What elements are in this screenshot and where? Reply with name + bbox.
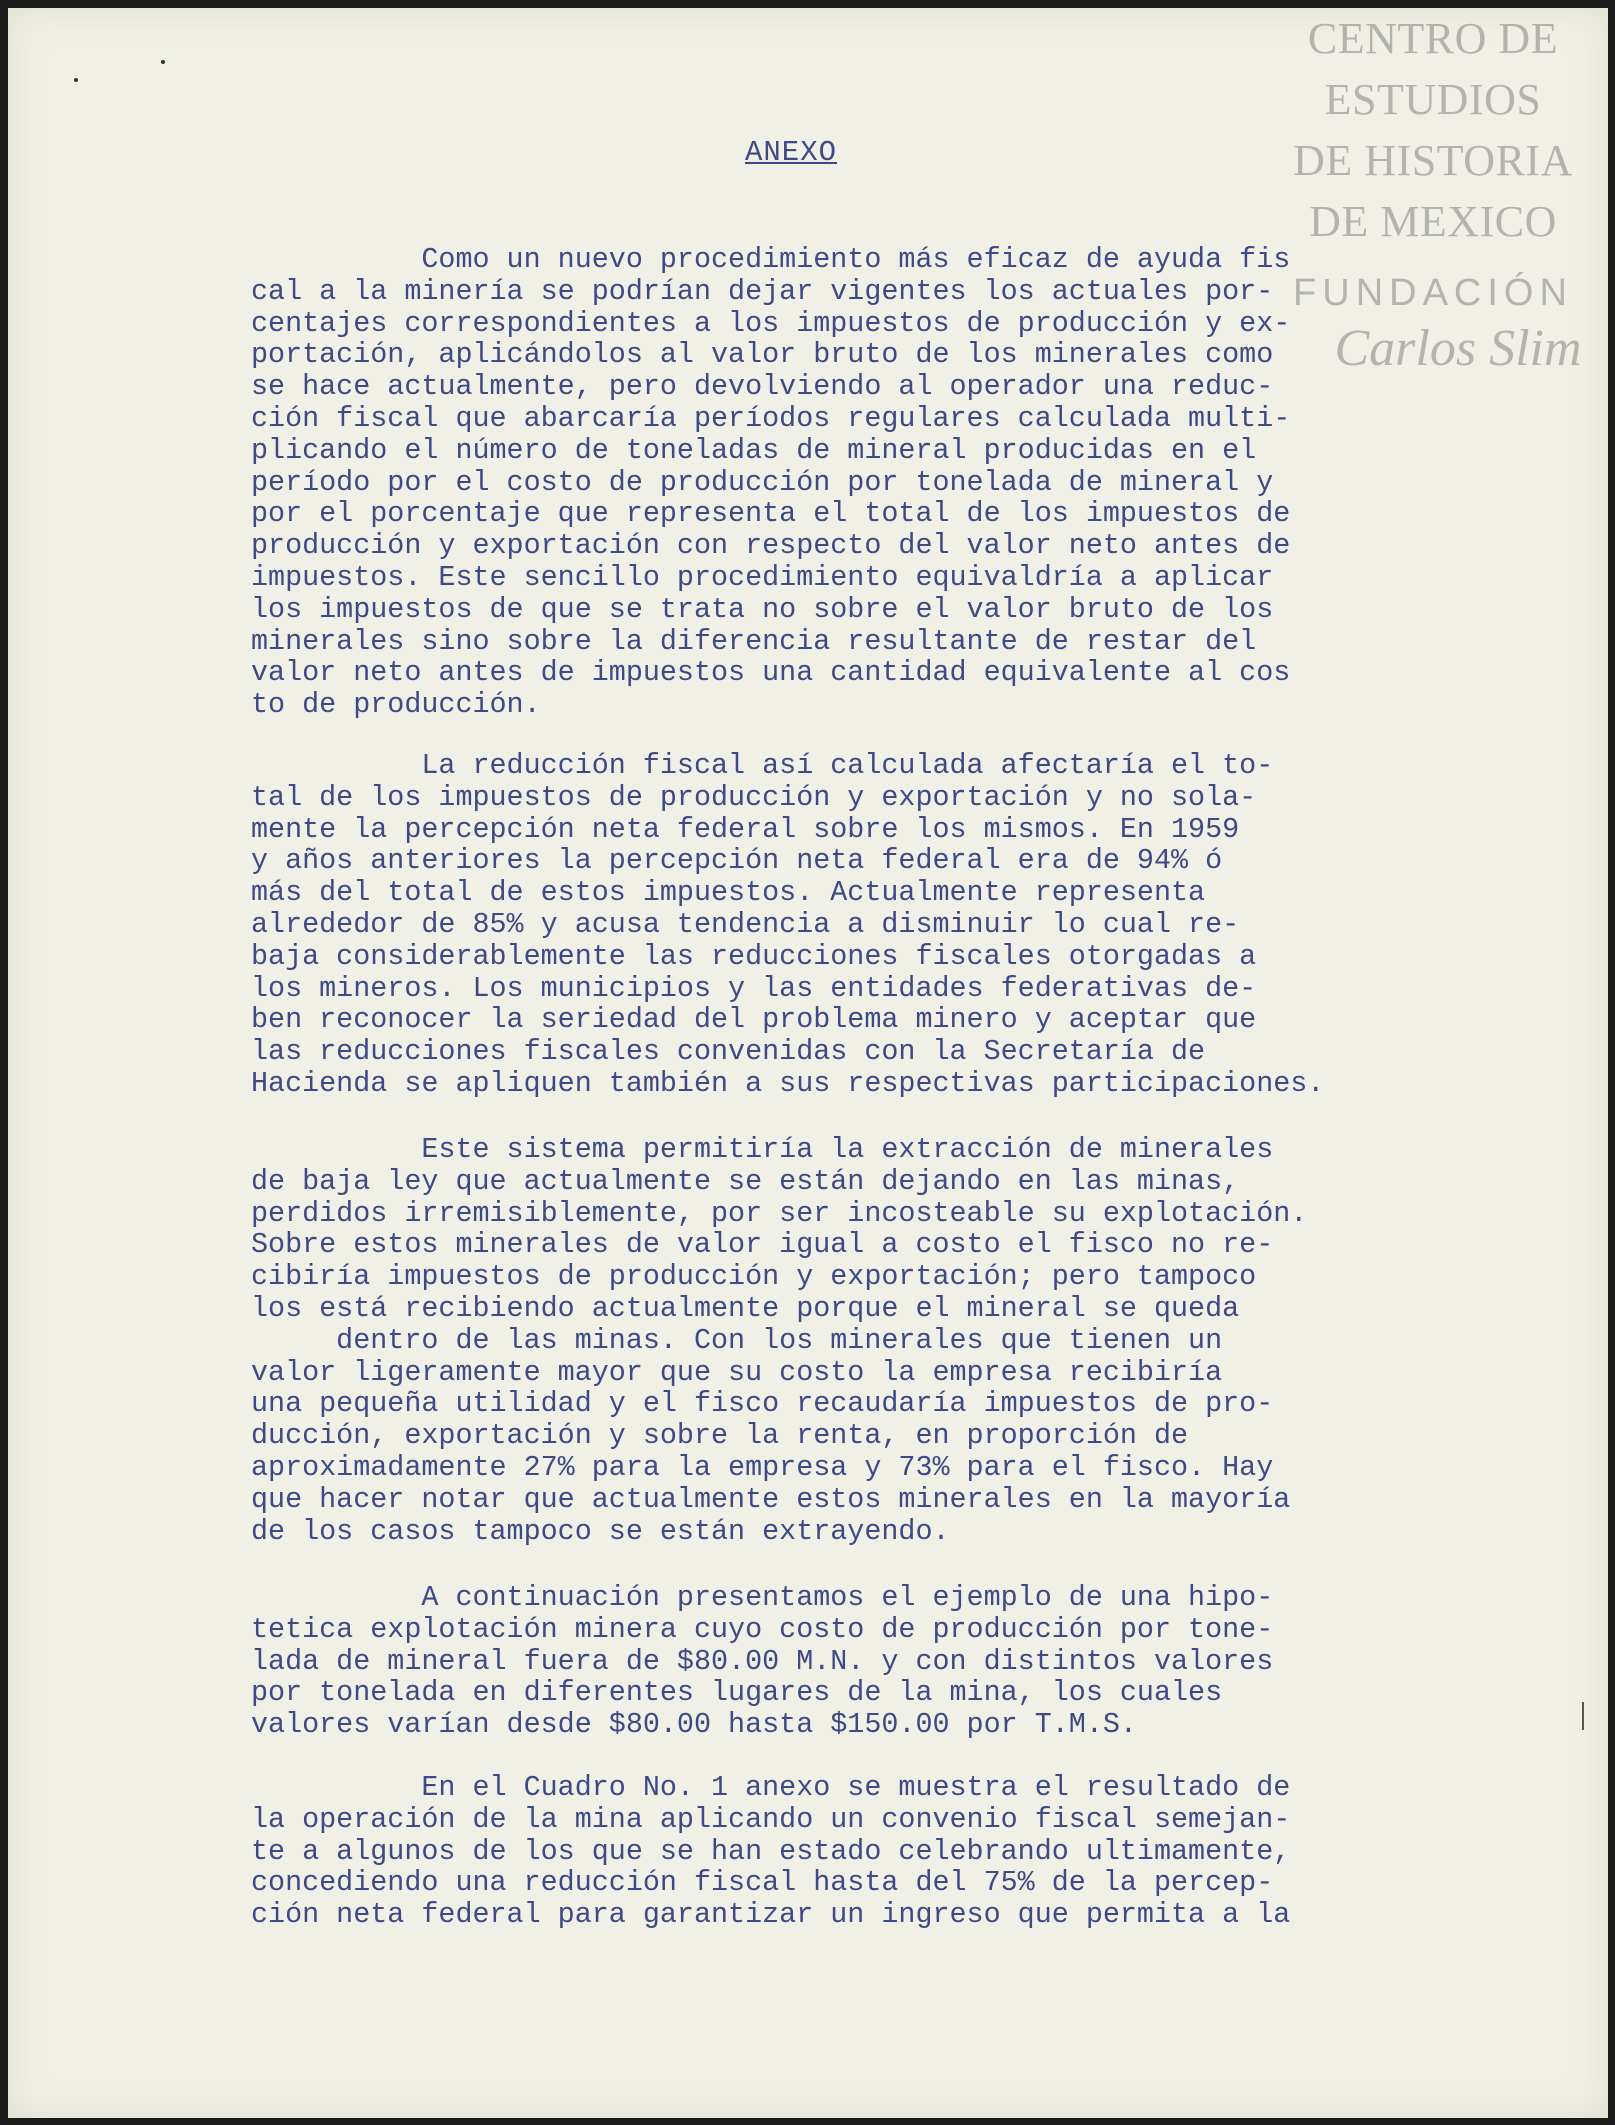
text-line: minerales sino sobre la diferencia resultante de restar del	[251, 624, 1257, 658]
text-line: impuestos. Este sencillo procedimiento equivaldría a aplicar	[251, 560, 1274, 594]
text-line: dentro de las minas. Con los minerales que tienen un	[251, 1323, 1223, 1357]
text-line: perdidos irremisiblemente, por ser incosteable su explotación.	[251, 1196, 1308, 1230]
text-line: te a algunos de los que se han estado celebrando ultimamente,	[251, 1834, 1291, 1868]
watermark-line: DE HISTORIA	[1293, 136, 1573, 185]
text-line: plicando el número de toneladas de mineral producidas en el	[251, 433, 1257, 467]
text-line: portación, aplicándolos al valor bruto de los minerales como	[251, 338, 1274, 372]
text-line: los impuestos de que se trata no sobre el valor bruto de los	[251, 592, 1274, 626]
text-line: Como un nuevo procedimiento más eficaz de ayuda fis	[251, 243, 1291, 276]
text-line: cal a la minería se podrían dejar vigentes los actuales por-	[251, 274, 1274, 308]
text-line: tal de los impuestos de producción y exportación y no sola-	[251, 780, 1257, 814]
speck	[161, 60, 165, 64]
text-line: tetica explotación minera cuyo costo de producción por tone-	[251, 1612, 1274, 1646]
watermark-line: DE MEXICO	[1309, 197, 1557, 246]
text-line: producción y exportación con respecto del valor neto antes de	[251, 529, 1291, 563]
text-line: alrededor de 85% y acusa tendencia a disminuir lo cual re-	[251, 907, 1240, 941]
paragraph	[251, 1582, 1411, 1741]
text-line: de los casos tampoco se están extrayendo.	[251, 1514, 950, 1548]
text-line: ción neta federal para garantizar un ingreso que permita a la	[251, 1898, 1291, 1932]
text-line: Hacienda se apliquen también a sus respectivas participaciones.	[251, 1066, 1325, 1100]
text-line: A continuación presentamos el ejemplo de una hipo-	[251, 1581, 1274, 1614]
text-line: período por el costo de producción por tonelada de mineral y	[251, 465, 1274, 499]
text-line: por tonelada en diferentes lugares de la mina, los cuales	[251, 1676, 1223, 1710]
paragraph	[251, 1134, 1411, 1547]
speck	[74, 78, 78, 82]
text-line: aproximadamente 27% para la empresa y 73% para el fisco. Hay	[251, 1450, 1274, 1484]
text-line: más del total de estos impuestos. Actualmente representa	[251, 876, 1206, 910]
text-line: valores varían desde $80.00 hasta $150.00 por T.M.S.	[251, 1708, 1137, 1742]
watermark-line: CENTRO DE	[1307, 14, 1559, 63]
text-line: valor neto antes de impuestos una cantidad equivalente al cos	[251, 656, 1291, 690]
text-line: ducción, exportación y sobre la renta, en proporción de	[251, 1419, 1189, 1453]
text-line: por el porcentaje que representa el total de los impuestos de	[251, 497, 1291, 531]
paragraph	[251, 750, 1411, 1100]
watermark-fundacion: FUNDACIÓN	[1293, 272, 1573, 314]
text-line: La reducción fiscal así calculada afectaría el to-	[251, 749, 1274, 782]
text-line: una pequeña utilidad y el fisco recaudaría impuestos de pro-	[251, 1387, 1274, 1421]
text-line: ben reconocer la seriedad del problema minero y aceptar que	[251, 1003, 1257, 1037]
text-line: se hace actualmente, pero devolviendo al operador una reduc-	[251, 370, 1274, 404]
text-line: lada de mineral fuera de $80.00 M.N. y con distintos valores	[251, 1644, 1274, 1678]
text-line: valor ligeramente mayor que su costo la empresa recibiría	[251, 1355, 1223, 1389]
watermark-signature: Carlos Slim	[1334, 320, 1582, 377]
text-line: mente la percepción neta federal sobre los mismos. En 1959	[251, 812, 1240, 846]
page-title: ANEXO	[745, 136, 838, 169]
text-line: las reducciones fiscales convenidas con la Secretaría de	[251, 1035, 1206, 1069]
text-line: los está recibiendo actualmente porque el mineral se queda	[251, 1291, 1240, 1325]
text-line: Este sistema permitiría la extracción de minerales	[251, 1133, 1274, 1166]
text-line: to de producción.	[251, 688, 541, 722]
document-page	[8, 8, 1608, 2118]
text-line: de baja ley que actualmente se están dejando en las minas,	[251, 1164, 1240, 1198]
text-line: la operación de la mina aplicando un convenio fiscal semejan-	[251, 1802, 1291, 1836]
text-line: cibiría impuestos de producción y exportación; pero tampoco	[251, 1260, 1257, 1294]
text-line: ción fiscal que abarcaría períodos regulares calculada multi-	[251, 401, 1291, 435]
paragraph	[251, 244, 1411, 721]
text-line: concediendo una reducción fiscal hasta del 75% de la percep-	[251, 1866, 1274, 1900]
margin-mark	[1582, 1702, 1584, 1730]
text-line: baja considerablemente las reducciones fiscales otorgadas a	[251, 939, 1257, 973]
text-line: centajes correspondientes a los impuestos de producción y ex-	[251, 306, 1291, 340]
text-line: Sobre estos minerales de valor igual a costo el fisco no re-	[251, 1228, 1274, 1262]
watermark-line: ESTUDIOS	[1324, 75, 1542, 124]
text-line: que hacer notar que actualmente estos minerales en la mayoría	[251, 1482, 1291, 1516]
text-line: y años anteriores la percepción neta federal era de 94% ó	[251, 844, 1223, 878]
paragraph	[251, 1772, 1411, 1931]
text-line: los mineros. Los municipios y las entidades federativas de-	[251, 971, 1257, 1005]
text-line: En el Cuadro No. 1 anexo se muestra el resultado de	[251, 1771, 1291, 1804]
